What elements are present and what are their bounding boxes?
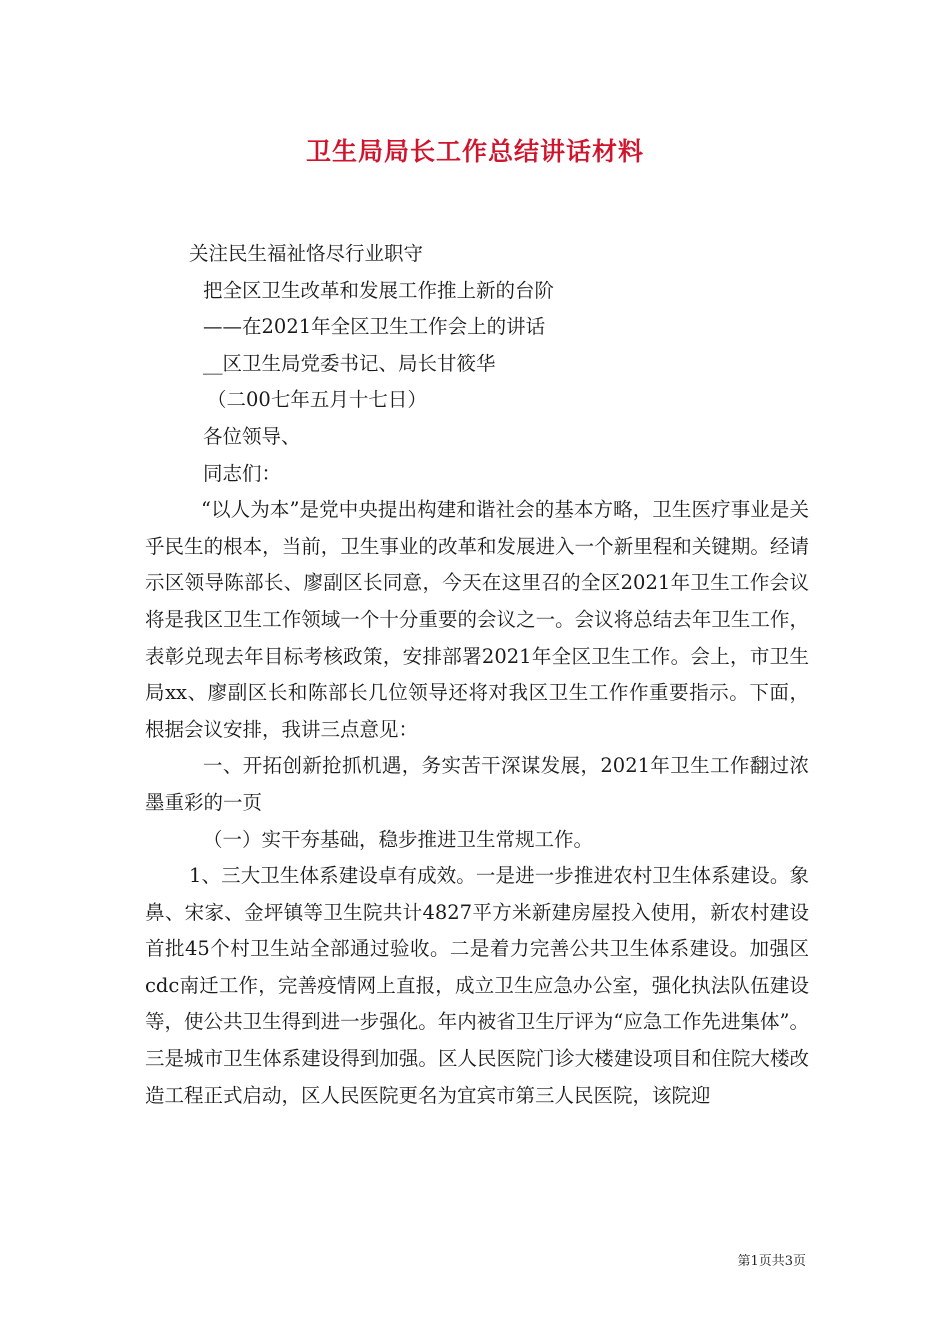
header-line-subtitle: 把全区卫生改革和发展工作推上新的台阶 [203,278,555,302]
header-line-speaker: __区卫生局党委书记、局长甘筱华 [203,351,496,375]
header-line-theme: 关注民生福祉恪尽行业职守 [189,242,424,265]
salutation-comrades: 同志们： [203,461,282,485]
header-line-date: （二00七年五月十七日） [207,388,427,412]
document-title: 卫生局局长工作总结讲话材料 [305,137,644,166]
header-line-occasion: ——在2021年全区卫生工作会上的讲话 [203,315,546,339]
subsection-heading-1: （一）实干夯基础，稳步推进卫生常规工作。 [203,827,594,851]
salutation-leaders: 各位领导、 [203,424,301,448]
paragraph-item-1: 1、三大卫生体系建设卓有成效。一是进一步推进农村卫生体系建设。象鼻、宋家、金坪镇等卫生院共计4827平方米新建房屋投入使用，新农村建设首批45个村卫生站全部通过验收。二是着力完善公共卫生体系建设。加强区cdc南迁工作，完善疫情网上直报，成立卫生应急办公室，强化执法队伍建设等，使公共卫生得到进一步强化。年内被省卫生厅评为“应急工作先进集体”。三是城市卫生体系建设得到加强。区人民医院门诊大楼建设项目和住院大楼改造工程正式启动，区人民医院更名为宜宾市第三人民医院，该院迎 [145,864,809,1107]
paragraph-intro: “以人为本”是党中央提出构建和谐社会的基本方略，卫生医疗事业是关乎民生的根本，当前，卫生事业的改革和发展进入一个新里程和关键期。经请示区领导陈部长、廖副区长同意，今天在这里召的全区2021年卫生工作会议将是我区卫生工作领域一个十分重要的会议之一。会议将总结去年卫生工作，表彰兑现去年目标考核政策，安排部署2021年全区卫生工作。会上，市卫生局xx、廖副区长和陈部长几位领导还将对我区卫生工作作重要指示。下面，根据会议安排，我讲三点意见： [145,498,809,741]
section-heading-1: 一、开拓创新抢抓机遇，务实苦干深谋发展，2021年卫生工作翻过浓墨重彩的一页 [145,754,809,814]
page-indicator: 第1页共3页 [737,1254,806,1269]
document-body [145,236,809,1114]
